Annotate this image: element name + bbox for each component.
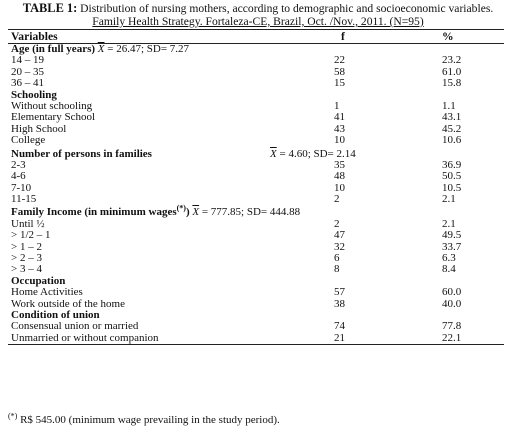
table-header [8,30,504,44]
table-row: College 10 10.6 [11,134,462,147]
table-row: 20 – 35 58 61.0 [11,65,462,78]
section-stat: = 4.60; SD= 2.14 [279,147,356,160]
mean-symbol: $\overline{X}$ [270,147,277,160]
footnote-mark: (*) [176,203,186,213]
section-title: Age (in full years) [11,43,96,55]
caption-text: Distribution of nursing mothers, according to demographic and socioeconomic variables. [77,2,494,15]
table-row: High School 43 45.2 [11,122,462,135]
table-row: Consensual union or married 74 77.8 [11,320,462,333]
table-row: Until ½ 2 2.1 [11,217,456,230]
section-persons [8,149,504,160]
table-row: Unmarried or without companion 21 22.1 [11,331,462,344]
caption-lead: TABLE 1: [22,1,78,15]
table-row: > 2 – 3 6 6.3 [11,252,456,265]
table-row: 4-6 48 50.5 [11,170,462,183]
section-stat: = 26.47; SD= 7.27 [107,43,190,55]
table-footnote [8,411,508,426]
table-caption [8,2,508,28]
mean-symbol: $\overline{X}$ [192,206,200,219]
section-title: Condition of union [11,308,100,321]
table-row: 36 – 41 15 15.8 [11,77,462,90]
table-row: Home Activities 57 60.0 [11,286,462,299]
table-row: > 1/2 – 1 47 49.5 [11,229,462,242]
footnote-mark: (*) [8,411,18,421]
section-title: Family Income (in minimum wages [11,206,177,219]
section-title: Number of persons in families [11,147,152,160]
header-variables: Variables [11,30,58,43]
table-row: 11-15 2 2.1 [11,193,456,206]
section-title: Occupation [11,274,66,287]
table-row: 7-10 10 10.5 [11,181,462,194]
table-row: Work outside of the home 38 40.0 [11,297,462,310]
section-title: Schooling [11,88,57,101]
table-row: Elementary School 41 43.1 [11,111,462,124]
table-row: 2-3 35 36.9 [11,158,462,171]
header-f: f [341,30,345,43]
table-row: Without schooling 1 1.1 [11,99,456,112]
caption-line-2: Family Health Strategy. Fortaleza-CE, Brazil, Oct. /Nov., 2011. (N=95) [92,15,424,28]
table-row: 14 – 19 22 23.2 [11,54,462,67]
data-table [8,29,504,345]
table-row: > 3 – 4 8 8.4 [11,263,456,276]
section-age [8,44,504,55]
header-pct: % [442,30,454,43]
section-income: Family Income (in minimum wages(*)) $\overline{X} = 777.85$; SD= 444.88 [11,203,301,219]
caption-line-1 [8,2,508,15]
footnote-text: R$ 545.00 (minimum wage prevailing in the study period). [17,414,280,426]
mean-symbol: $\overline{X}$ [97,43,105,55]
table-row: > 1 – 2 32 33.7 [11,240,462,253]
section-stat: = 777.85; SD= 444.88 [201,206,301,219]
